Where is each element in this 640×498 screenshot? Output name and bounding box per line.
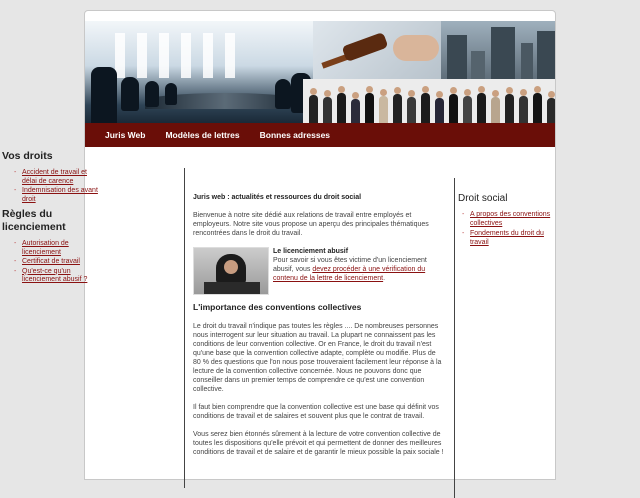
- column-divider-left: [184, 168, 185, 488]
- link-licenciement-abusif[interactable]: Qu'est-ce qu'un licenciement abusif ?: [22, 267, 88, 283]
- sidebar-list-regles: [14, 240, 100, 285]
- left-sidebar: [2, 150, 100, 289]
- list-item: [14, 169, 100, 186]
- link-accident-de-travail[interactable]: Accident de travail et délai de carence: [22, 169, 87, 185]
- stressed-man-photo: [193, 247, 269, 295]
- sidebar-heading-droit-social: Droit social: [458, 193, 508, 204]
- section-heading: L'importance des conventions collectives: [193, 302, 362, 312]
- intro-paragraph: Bienvenue à notre site dédié aux relations de travail entre employés et employeurs. Notre site vous propose un aperçu des principales thématiques rencontrées dans le droit du travail.: [193, 212, 429, 237]
- feature-title: Le licenciement abusif: [273, 248, 349, 255]
- nav-item-juris-web[interactable]: Juris Web: [105, 130, 146, 140]
- feature-text: [273, 247, 445, 295]
- feature-body: Pour savoir si vous êtes victime d'un licenciement abusif, vous: [273, 257, 427, 273]
- gavel-photo: [313, 21, 443, 81]
- sidebar-heading-regles-du-licenciement: Règles du licenciement: [2, 208, 66, 233]
- list-item: [14, 258, 100, 267]
- link-certificat-de-travail[interactable]: Certificat de travail: [22, 258, 80, 265]
- link-autorisation-de-licenciement[interactable]: Autorisation de licenciement: [22, 240, 69, 256]
- main-content: [193, 193, 445, 466]
- link-conventions-collectives[interactable]: A propos des conventions collectives: [470, 211, 551, 227]
- page-title: Juris web : actualités et ressources du droit social: [193, 194, 362, 201]
- link-verification-lettre[interactable]: devez procéder à une vérification du contenu de la lettre de licenciement: [273, 266, 426, 282]
- nav-item-modeles-de-lettres[interactable]: Modèles de lettres: [165, 130, 240, 140]
- boardroom-photo: [85, 21, 315, 133]
- feature-end: .: [383, 275, 386, 282]
- list-item: [460, 229, 556, 247]
- list-item: [460, 210, 556, 228]
- list-item: [14, 187, 100, 204]
- paragraph: Vous serez bien étonnés sûrement à la lecture de votre convention collective de toutes les dispositions qu'elle prévoit et qui permettent de donner des meilleures conditions de travail et de salaire et de garantir le mieux possible la paix sociale !: [193, 431, 444, 456]
- right-sidebar: [458, 193, 556, 248]
- header-banner-image: [85, 21, 556, 133]
- sidebar-list-vos-droits: [14, 169, 100, 204]
- list-item: [14, 268, 100, 285]
- sidebar-list-droit-social: [460, 210, 556, 247]
- column-divider-right: [454, 178, 455, 498]
- main-navigation: [85, 123, 556, 147]
- paragraph: Il faut bien comprendre que la convention collective est une base qui définit vos conditions de travail et de salaires et souvent plus que le contrat de travail.: [193, 404, 439, 420]
- feature-box: [193, 247, 445, 295]
- link-indemnisation[interactable]: Indemnisation des avant droit: [22, 187, 98, 203]
- sidebar-heading-vos-droits: Vos droits: [2, 150, 53, 162]
- link-fondements-droit-du-travail[interactable]: Fondements du droit du travail: [470, 230, 544, 246]
- nav-item-bonnes-adresses[interactable]: Bonnes adresses: [259, 130, 331, 140]
- city-photo: [441, 21, 556, 81]
- paragraph: Le droit du travail n'indique pas toutes les règles .... De nombreuses personnes nous interrogent sur leur situation au travail. La plupart ne connaissent pas les conditions de leur convention collective. Or en France, le droit du travail n'est qu'une base que la convention collective adapte, complète ou modifie. Plus de 80 % des questions que l'on nous pose trouveraient facilement leur réponse à la lecture de la convention collective concernée. Nous ne pouvons donc que conseiller dans un premier temps de comprendre ce qu'est une convention collective.: [193, 323, 442, 393]
- list-item: [14, 240, 100, 257]
